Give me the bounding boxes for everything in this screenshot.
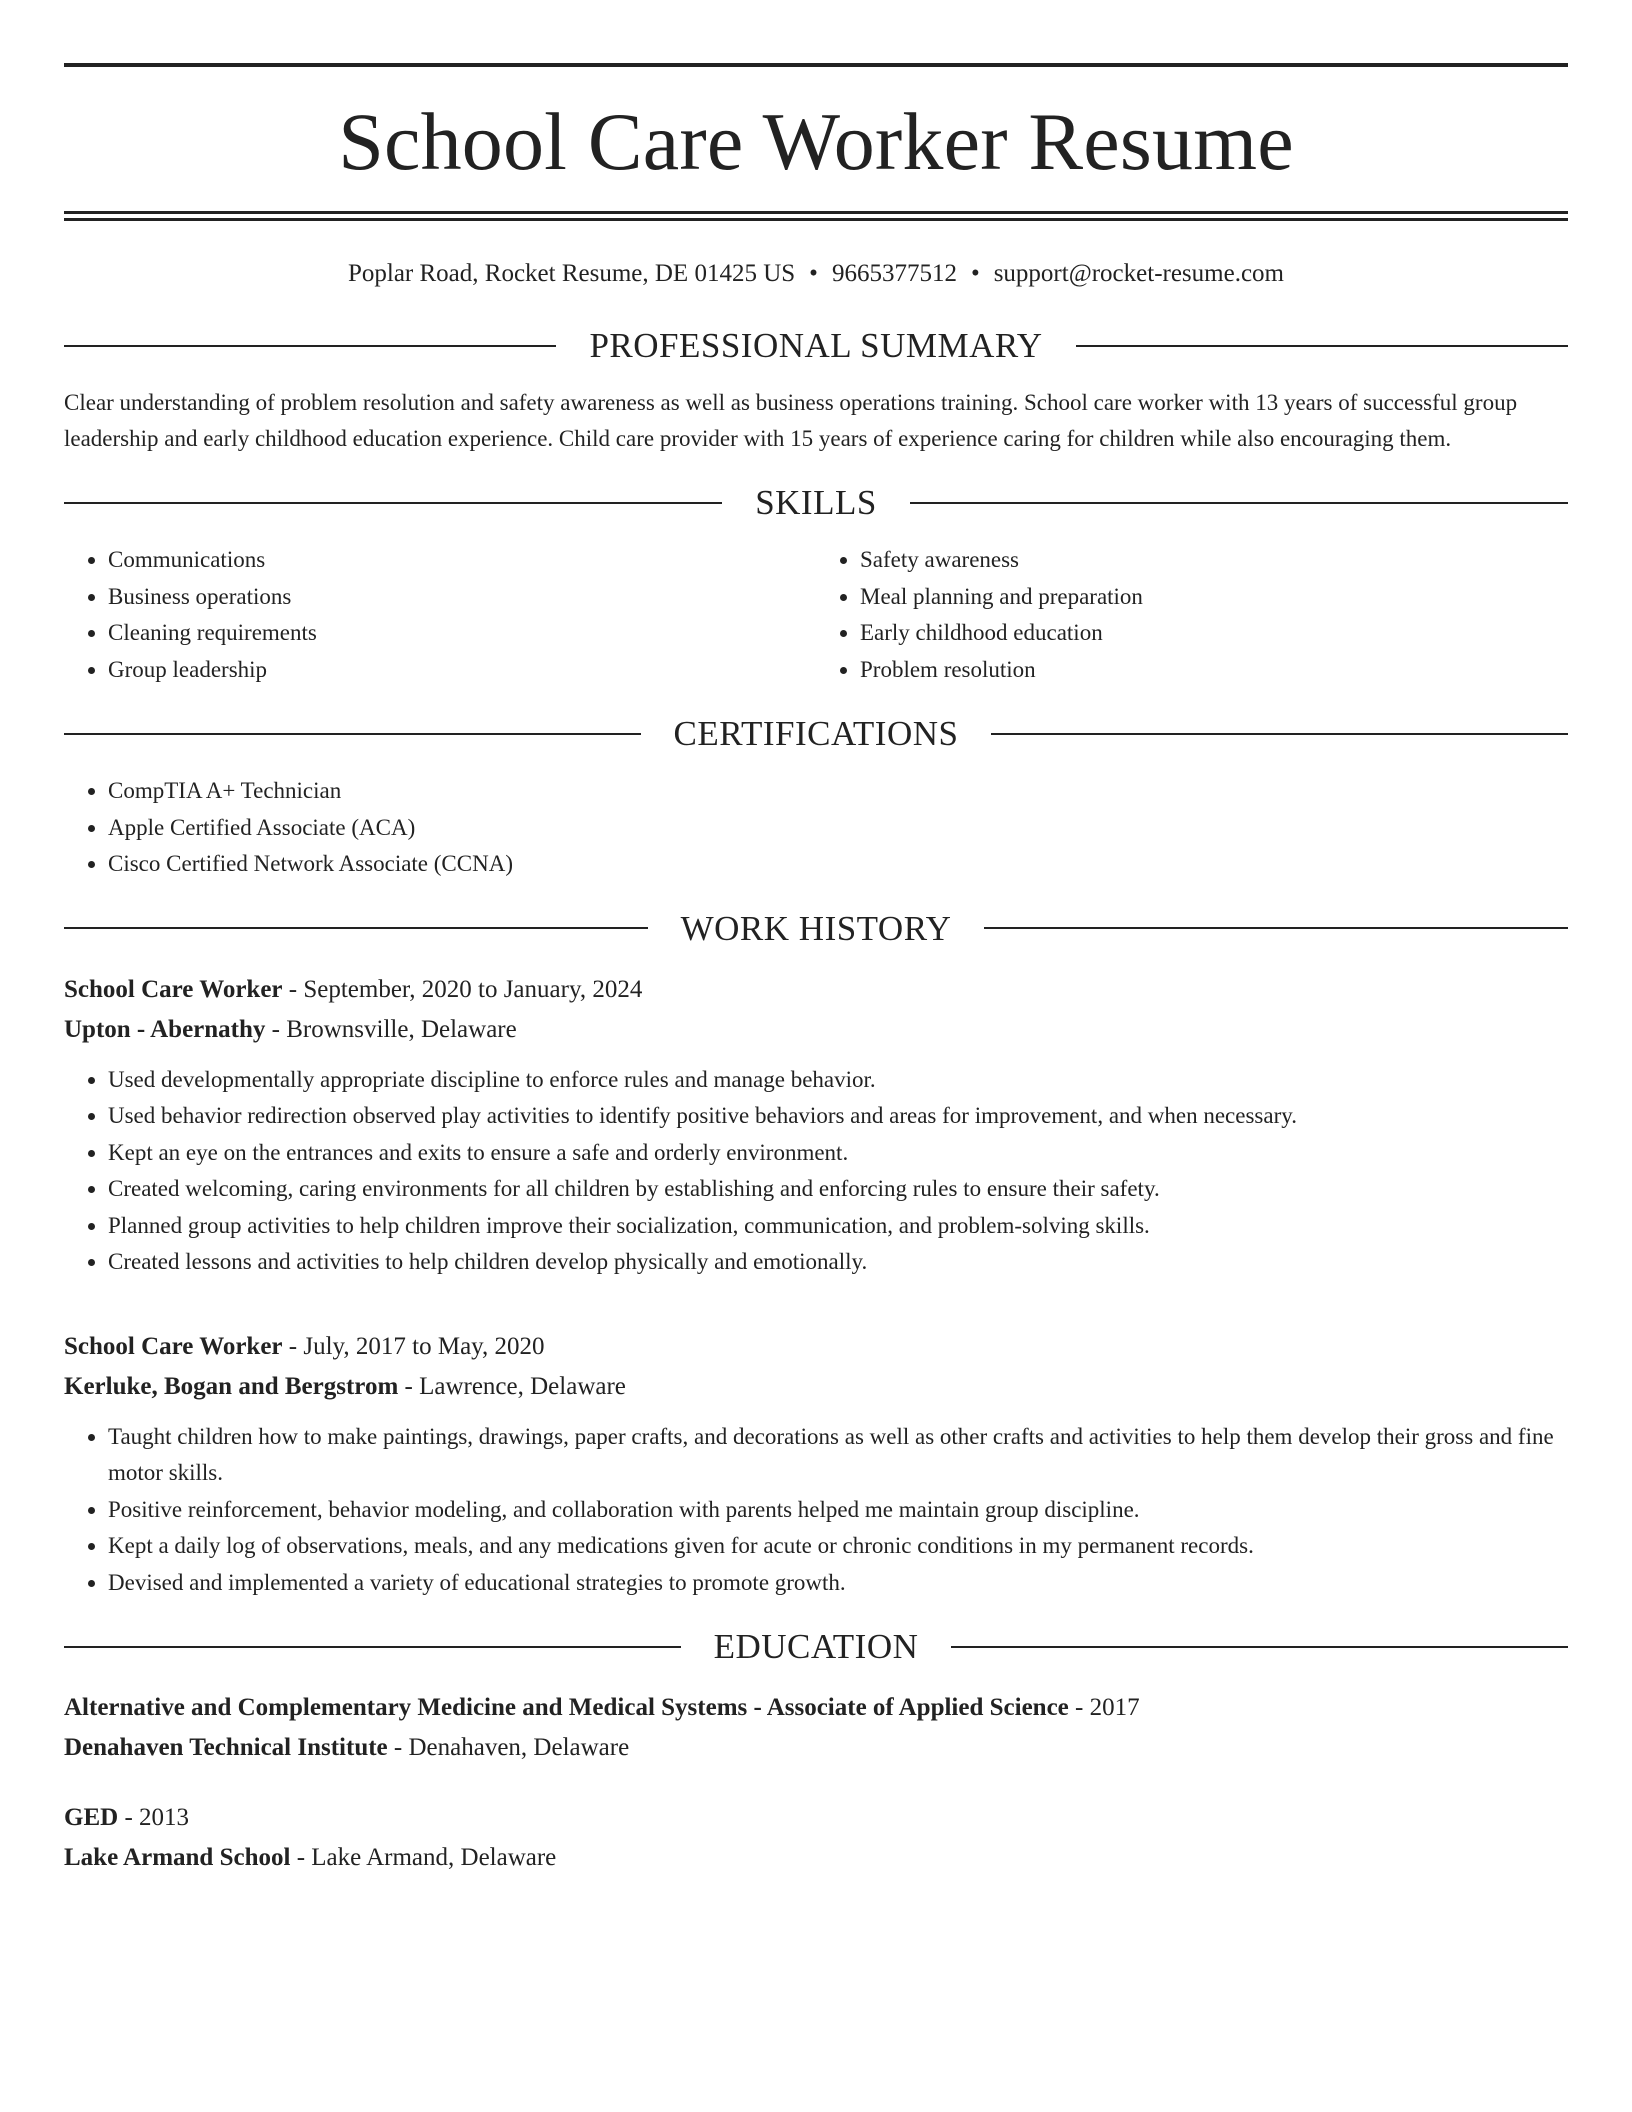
education-school: Denahaven Technical Institute (64, 1734, 388, 1761)
section-rule (984, 927, 1568, 929)
certification-item: • Apple Certified Associate (ACA) (108, 810, 1568, 847)
job-location: - Lawrence, Delaware (398, 1372, 626, 1400)
education-entry (64, 1688, 1568, 1768)
skills-column-left (64, 542, 816, 688)
job-bullet: • Kept an eye on the entrances and exits to ensure a safe and orderly environment. (108, 1135, 1568, 1172)
page-title: School Care Worker Resume (338, 96, 1294, 187)
job-bullets (64, 1062, 1568, 1281)
education-degree: Alternative and Complementary Medicine and Medical Systems - Associate of Applied Science (64, 1694, 1069, 1721)
section-rule (64, 502, 722, 504)
job-bullet: • Used developmentally appropriate discipline to enforce rules and manage behavior. (108, 1062, 1568, 1099)
certification-item: • CompTIA A+ Technician (108, 773, 1568, 810)
skill-item: • Meal planning and preparation (860, 579, 1568, 616)
job-location: - Brownsville, Delaware (265, 1015, 517, 1043)
contact-separator: • (809, 260, 818, 287)
section-rule (910, 502, 1568, 504)
education-location: - Denahaven, Delaware (387, 1734, 630, 1761)
education-school-line (64, 1728, 1568, 1768)
contact-phone: 9665377512 (831, 260, 957, 287)
skill-item: • Early childhood education (860, 615, 1568, 652)
contact-separator: • (970, 260, 980, 287)
section-header-skills (64, 485, 1568, 520)
skills-column-right (816, 542, 1568, 688)
job-company-line (64, 1010, 1568, 1050)
skill-item: • Group leadership (108, 652, 816, 689)
education-degree: GED (64, 1804, 119, 1831)
section-title: SKILLS (755, 483, 877, 522)
job-title-line (64, 1327, 1568, 1367)
skill-item: • Problem resolution (860, 652, 1568, 689)
education-year: - 2017 (1068, 1694, 1140, 1721)
job-bullet: • Positive reinforcement, behavior modeling, and collaboration with parents helped me maintain group discipline. (108, 1492, 1568, 1529)
title-double-rule (64, 211, 1568, 214)
section-rule (64, 927, 648, 929)
section-rule (1076, 345, 1568, 347)
education-year: - 2013 (118, 1804, 190, 1831)
job-title: School Care Worker (64, 975, 283, 1003)
job-bullets (64, 1419, 1568, 1602)
section-rule (951, 1646, 1568, 1648)
job-bullet: • Created lessons and activities to help children develop physically and emotionally. (108, 1244, 1568, 1281)
section-title: EDUCATION (713, 1627, 919, 1666)
section-header-education (64, 1629, 1568, 1664)
certifications-list (64, 773, 1568, 883)
section-rule (991, 733, 1568, 735)
summary-text: Clear understanding of problem resolution and safety awareness as well as business operations training. School care worker with 13 years of successful group leadership and early childhood education experience. Child care provider with 15 years of experience caring for children while also encouraging them. (64, 390, 1518, 451)
section-rule (64, 345, 556, 347)
contact-address: Poplar Road, Rocket Resume, DE 01425 US (347, 260, 796, 287)
section-title: WORK HISTORY (680, 908, 952, 948)
section-header-work-history (64, 908, 1568, 948)
section-rule (64, 1646, 681, 1648)
section-rule (64, 733, 641, 735)
education-school-line (64, 1838, 1568, 1878)
job-entry (64, 970, 1568, 1281)
skill-item: • Cleaning requirements (108, 615, 816, 652)
education-location: - Lake Armand, Delaware (290, 1844, 557, 1871)
top-rule (64, 63, 1568, 67)
skills-list (64, 542, 1568, 688)
section-title: PROFESSIONAL SUMMARY (589, 326, 1043, 365)
job-bullet: • Kept a daily log of observations, meals, and any medications given for acute or chronic conditions in my permanent records. (108, 1528, 1568, 1565)
section-title: CERTIFICATIONS (673, 714, 959, 753)
job-title-line (64, 970, 1568, 1010)
job-company: Upton - Abernathy (64, 1015, 266, 1043)
job-company-line (64, 1367, 1568, 1407)
contact-line (64, 261, 1568, 286)
certification-item: • Cisco Certified Network Associate (CCNA) (108, 846, 1568, 883)
job-bullet: • Devised and implemented a variety of educational strategies to promote growth. (108, 1565, 1568, 1602)
section-header-summary (64, 328, 1568, 363)
job-entry (64, 1327, 1568, 1602)
education-degree-line (64, 1798, 1568, 1838)
education-entry (64, 1798, 1568, 1878)
contact-email: support@rocket-resume.com (993, 260, 1284, 287)
skill-item: • Safety awareness (860, 542, 1568, 579)
job-dates: - September, 2020 to January, 2024 (282, 975, 643, 1003)
skill-item: • Communications (108, 542, 816, 579)
section-header-certifications (64, 716, 1568, 751)
job-bullet: • Created welcoming, caring environments for all children by establishing and enforcing rules to ensure their safety. (108, 1171, 1568, 1208)
job-bullet: • Taught children how to make paintings, drawings, paper crafts, and decorations as well as other crafts and activities to help them develop their gross and fine motor skills. (108, 1419, 1568, 1492)
education-degree-line (64, 1688, 1568, 1728)
job-bullet: • Used behavior redirection observed play activities to identify positive behaviors and areas for improvement, and when necessary. (108, 1098, 1568, 1135)
job-bullet: • Planned group activities to help children improve their socialization, communication, and problem-solving skills. (108, 1208, 1568, 1245)
job-dates: - July, 2017 to May, 2020 (282, 1332, 545, 1360)
skill-item: • Business operations (108, 579, 816, 616)
job-company: Kerluke, Bogan and Bergstrom (64, 1372, 399, 1400)
education-school: Lake Armand School (64, 1844, 291, 1871)
job-title: School Care Worker (64, 1332, 283, 1360)
